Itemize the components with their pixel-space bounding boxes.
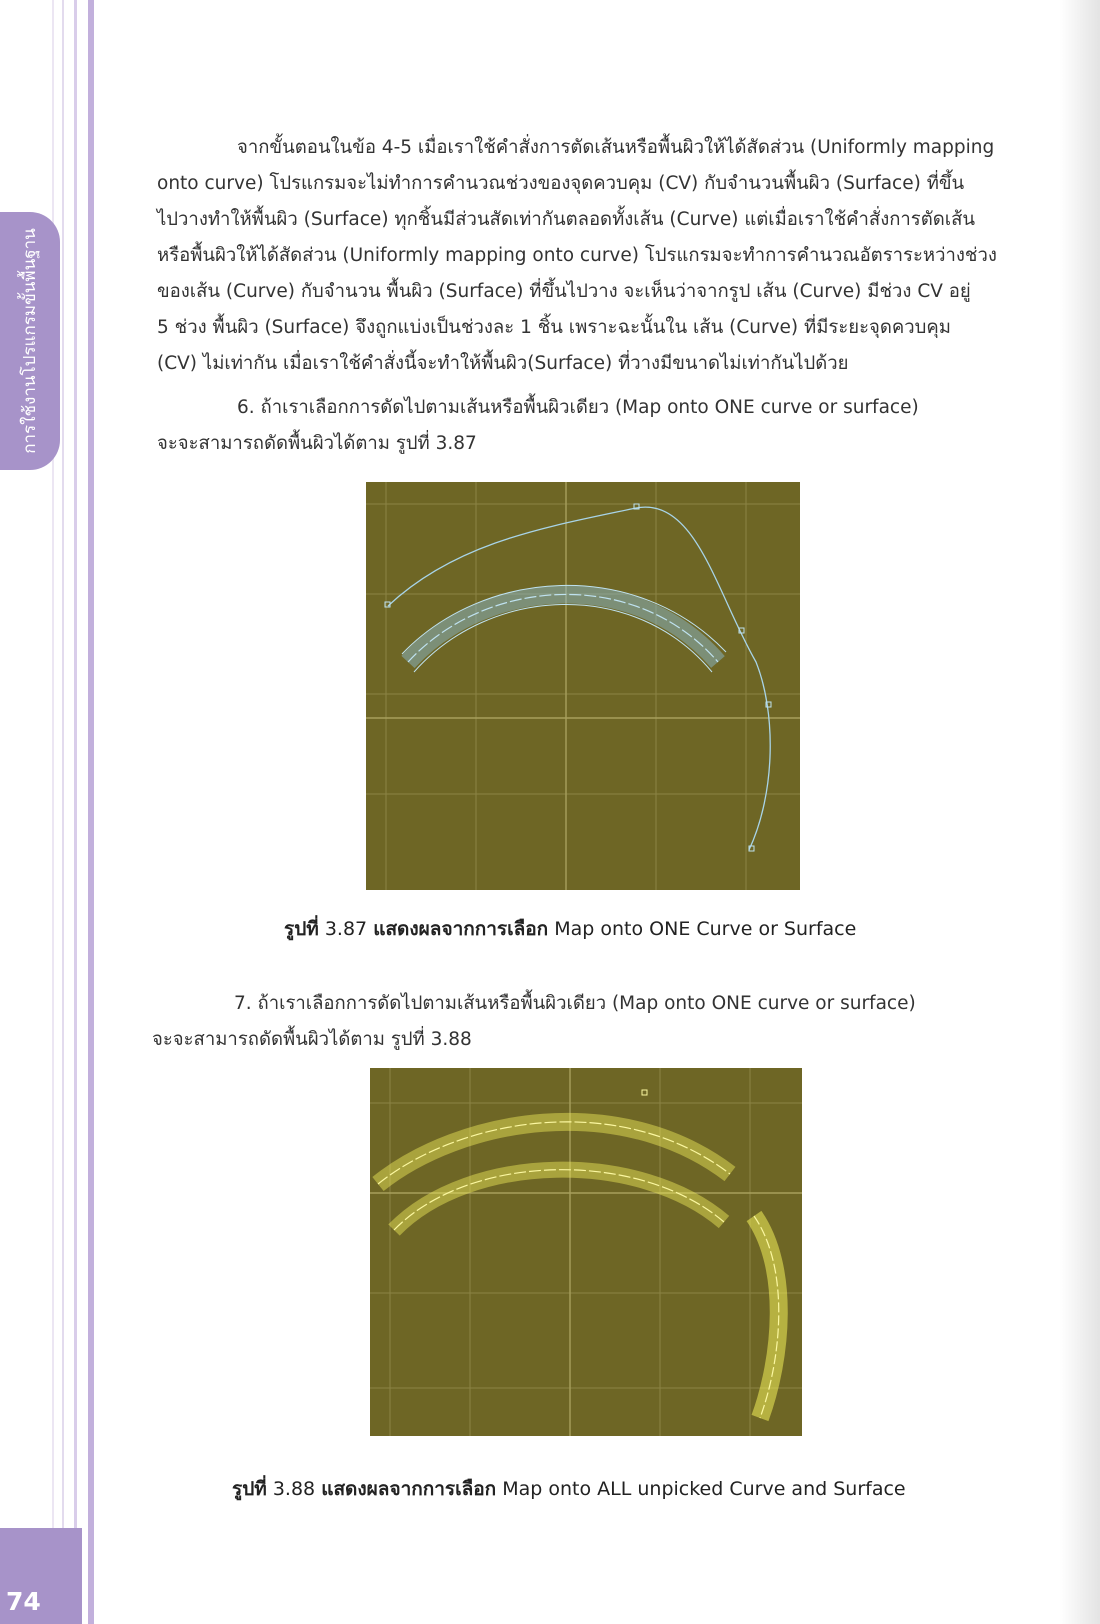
paragraph-line: จากขั้นตอนในข้อ 4-5 เมื่อเราใช้คำสั่งการตัดเส้นหรือพื้นผิวให้ได้สัดส่วน (Uniformly mapping (237, 137, 995, 158)
item-line: จะจะสามารถดัดพื้นผิวได้ตาม รูปที่ 3.87 (157, 433, 477, 454)
item-line: 6. ถ้าเราเลือกการดัดไปตามเส้นหรือพื้นผิวเดียว (Map onto ONE curve or surface) (237, 397, 919, 418)
figure-3-88-drawing (370, 1068, 802, 1436)
guide-curve (388, 507, 770, 850)
page-edge-shadow (1060, 0, 1100, 1624)
paragraph-line: 5 ช่วง พื้นผิว (Surface) จึงถูกแบ่งเป็นช่วงละ 1 ชิ้น เพราะฉะนั้นใน เส้น (Curve) ที่มีระยะจุดควบคุม (157, 317, 951, 338)
caption-text: Map onto ONE Curve or Surface (554, 918, 857, 940)
caption-label-2: แสดงผลจากการเลือก (321, 1478, 497, 1500)
side-tab-label: การใช้งานโปรแกรมขั้นพื้นฐาน (20, 228, 40, 454)
item-line: 7. ถ้าเราเลือกการดัดไปตามเส้นหรือพื้นผิวเดียว (Map onto ONE curve or surface) (234, 993, 916, 1014)
caption-label: รูปที่ (284, 918, 319, 940)
control-vertices (642, 1090, 647, 1095)
body-paragraph (157, 130, 1037, 382)
caption-number: 3.88 (272, 1478, 316, 1500)
figure-3-88-caption (232, 1474, 906, 1504)
control-vertices (385, 504, 771, 851)
caption-text: Map onto ALL unpicked Curve and Surface (502, 1478, 906, 1500)
caption-label-2: แสดงผลจากการเลือก (373, 918, 549, 940)
figure-3-87-viewport (366, 482, 800, 890)
paragraph-line: ของเส้น (Curve) กับจำนวน พื้นผิว (Surface) ที่ขึ้นไปวาง จะเห็นว่าจากรูป เส้น (Curve) มีช่วง CV อยู่ (157, 281, 971, 302)
caption-number: 3.87 (324, 918, 368, 940)
caption-label: รูปที่ (232, 1478, 267, 1500)
figure-3-88-viewport (370, 1068, 802, 1436)
figure-3-87-drawing (366, 482, 800, 890)
paragraph-line: onto curve) โปรแกรมจะไม่ทำการคำนวณช่วงของจุดควบคุม (CV) กับจำนวนพื้นผิว (Surface) ที่ขึ้น (157, 173, 965, 194)
list-item-7 (152, 986, 1032, 1058)
page-number: 74 (6, 1587, 41, 1616)
list-item-6 (157, 390, 1037, 462)
paragraph-line: ไปวางทำให้พื้นผิว (Surface) ทุกชิ้นมีส่วนสัดเท่ากันตลอดทั้งเส้น (Curve) แต่เมื่อเราใช้คำสั่งการตัดเส้น (157, 209, 976, 230)
paragraph-line: หรือพื้นผิวให้ได้สัดส่วน (Uniformly mapping onto curve) โปรแกรมจะทำการคำนวณอัตราระหว่างช่วง (157, 245, 997, 266)
chapter-side-tab (0, 212, 60, 470)
viewport-axes (366, 482, 800, 890)
paragraph-line: (CV) ไม่เท่ากัน เมื่อเราใช้คำสั่งนี้จะทำให้พื้นผิว(Surface) ที่วางมีขนาดไม่เท่ากันไปด้วย (157, 353, 849, 374)
figure-3-87-caption (284, 914, 856, 944)
mapped-surface-middle (394, 1170, 724, 1230)
viewport-grid (366, 482, 800, 890)
page-number-box (0, 1528, 82, 1624)
item-line: จะจะสามารถดัดพื้นผิวได้ตาม รูปที่ 3.88 (152, 1029, 472, 1050)
